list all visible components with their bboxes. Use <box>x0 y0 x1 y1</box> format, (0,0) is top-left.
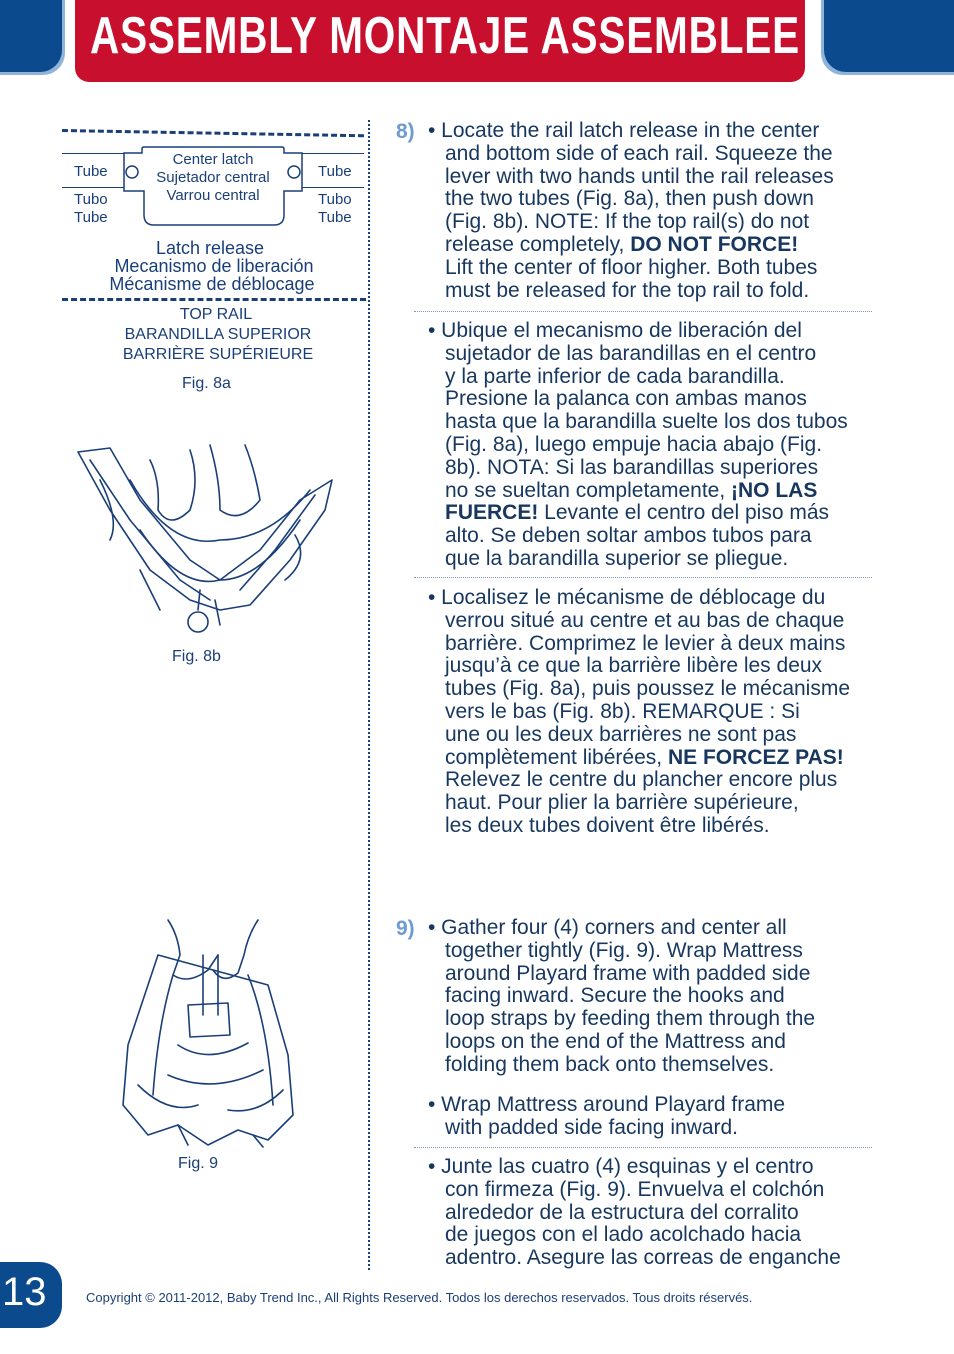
step-9-en-line: around Playard frame with padded side <box>445 961 811 985</box>
step-8-fr-line: haut. Pour plier la barrière supérieure, <box>445 791 799 815</box>
step-9-spanish <box>428 1156 898 1270</box>
step-8-en-line: lever with two hands until the rail releases <box>445 164 834 188</box>
copyright-notice: Copyright © 2011-2012, Baby Trend Inc., All Rights Reserved. Todos los derechos reservados. Tous droits réservés. <box>86 1290 753 1305</box>
step-9-english <box>428 917 898 1077</box>
label-tube-right: Tube <box>318 163 352 180</box>
page-number: 13 <box>0 1262 62 1328</box>
step-8-es-line: que la barandilla superior se pliegue. <box>445 546 789 570</box>
step-8-en-line: must be released for the top rail to fold. <box>445 278 810 302</box>
step-8-fr-line: Relevez le centre du plancher encore plus <box>445 768 838 792</box>
label-top-rail-en: TOP RAIL <box>179 306 253 323</box>
step-8-es-line <box>428 480 898 503</box>
step-8-fr-line: verrou situé au centre et au bas de chaque <box>445 608 845 632</box>
step-9-es-line: adentro. Asegure las correas de enganche <box>445 1246 841 1270</box>
label-latch-release-en: Latch release <box>155 238 265 258</box>
header-right-tab <box>824 0 954 72</box>
step-9-es-line: con firmeza (Fig. 9). Envuelva el colchón <box>445 1177 825 1201</box>
step-8-fr-line <box>428 747 898 770</box>
header-left-tab <box>0 0 62 72</box>
label-tubo-right: Tubo <box>318 191 352 208</box>
warning-do-not-force: DO NOT FORCE! <box>630 232 799 256</box>
step-8-fr-line: vers le bas (Fig. 8b). REMARQUE : Si <box>445 699 800 723</box>
step-9-english-short <box>428 1094 898 1140</box>
step-9-en2-line: with padded side facing inward. <box>445 1115 739 1139</box>
label-latch-release-es: Mecanismo de liberación <box>114 256 314 276</box>
step-8-en-text: release completely, <box>445 232 631 256</box>
step-8-fr-line: les deux tubes doivent être libérés. <box>445 813 770 837</box>
label-latch-release-fr: Mécanisme de déblocage <box>109 274 315 294</box>
step-8-es-line: Presione la palanca con ambas manos <box>445 387 807 411</box>
column-divider <box>368 120 370 1270</box>
step-9-number: 9) <box>396 917 415 940</box>
step-8-fr-line: barrière. Comprimez le levier à deux mains <box>445 631 846 655</box>
step-8-es-line: 8b). NOTA: Si las barandillas superiores <box>445 455 819 479</box>
step-8-es-line <box>428 502 898 525</box>
step-8-es-line: hasta que la barandilla suelte los dos tubos <box>445 410 848 434</box>
step-8-es-line: • Ubique el mecanismo de liberación del <box>428 319 802 342</box>
step-9-en2-line: • Wrap Mattress around Playard frame <box>428 1093 786 1116</box>
step-8-number: 8) <box>396 120 415 143</box>
label-center-latch-en: Center latch <box>172 151 254 168</box>
step-8-spanish <box>428 320 898 571</box>
separator <box>414 1147 872 1148</box>
fig-8a-caption: Fig. 8a <box>182 375 231 392</box>
fig-8b-caption: Fig. 8b <box>172 648 221 665</box>
step-8-es-text: no se sueltan completamente, <box>445 478 732 502</box>
step-9-en-line: together tightly (Fig. 9). Wrap Mattress <box>445 938 803 962</box>
step-9-es-line: alrededor de la estructura del corralito <box>445 1200 799 1224</box>
step-9-en-line: facing inward. Secure the hooks and <box>445 984 785 1008</box>
step-8-es-text: Levante el centro del piso más <box>538 501 830 525</box>
fig-9-illustration <box>118 915 303 1150</box>
step-8-en-line: (Fig. 8b). NOTE: If the top rail(s) do not <box>445 210 810 234</box>
step-8-en-line: Lift the center of floor higher. Both tubes <box>445 255 818 279</box>
label-tube-fr-right: Tube <box>318 209 352 226</box>
label-center-latch-fr: Varrou central <box>166 187 260 204</box>
step-9-es-line: de juegos con el lado acolchado hacia <box>445 1223 802 1247</box>
step-8-es-line: (Fig. 8a), luego empuje hacia abajo (Fig. <box>445 432 823 456</box>
dashed-line-bottom <box>62 298 366 301</box>
step-8-en-line: the two tubes (Fig. 8a), then push down <box>445 187 814 211</box>
separator <box>414 311 872 312</box>
warning-fuerce: FUERCE! <box>445 501 539 525</box>
separator <box>414 577 872 578</box>
step-8-fr-line: tubes (Fig. 8a), puis poussez le mécanisme <box>445 677 851 701</box>
step-9-en-line: loops on the end of the Mattress and <box>445 1029 786 1053</box>
step-8-english <box>428 120 898 302</box>
step-9-es-line: • Junte las cuatro (4) esquinas y el centro <box>428 1155 814 1178</box>
step-8-french <box>428 587 898 838</box>
step-8-en-line: • Locate the rail latch release in the center <box>428 119 820 142</box>
warning-no-las-fuerce: ¡NO LAS <box>731 478 818 502</box>
step-8-es-line: alto. Se deben soltar ambos tubos para <box>445 524 812 548</box>
label-tube-left: Tube <box>74 163 108 180</box>
step-8-en-line <box>428 234 898 257</box>
label-top-rail-es: BARANDILLA SUPERIOR <box>124 326 312 343</box>
label-top-rail-fr: BARRIÈRE SUPÉRIEURE <box>122 346 314 363</box>
label-center-latch-es: Sujetador central <box>156 169 270 186</box>
warning-ne-forcez-pas: NE FORCEZ PAS! <box>667 745 844 769</box>
dashed-line-top <box>62 129 364 137</box>
step-8-es-line: y la parte inferior de cada barandilla. <box>445 364 785 388</box>
step-8-fr-line: • Localisez le mécanisme de déblocage du <box>428 586 826 609</box>
step-9-en-line: loop straps by feeding them through the <box>445 1007 816 1031</box>
label-tube-fr-left: Tube <box>74 209 108 226</box>
step-8-es-line: sujetador de las barandillas en el centro <box>445 341 817 365</box>
step-9-en-line: • Gather four (4) corners and center all <box>428 916 787 939</box>
fig-9-caption: Fig. 9 <box>178 1155 219 1172</box>
step-9-en-line: folding them back onto themselves. <box>445 1052 775 1076</box>
step-8-fr-text: complètement libérées, <box>445 745 668 769</box>
step-8-en-line: and bottom side of each rail. Squeeze the <box>445 141 833 165</box>
label-tubo-left: Tubo <box>74 191 108 208</box>
fig-8b-illustration <box>70 440 340 640</box>
page-title: ASSEMBLY MONTAJE ASSEMBLEE <box>90 7 800 65</box>
step-8-fr-line: une ou les deux barrières ne sont pas <box>445 722 797 746</box>
step-8-fr-line: jusqu’à ce que la barrière libère les deux <box>445 654 823 678</box>
